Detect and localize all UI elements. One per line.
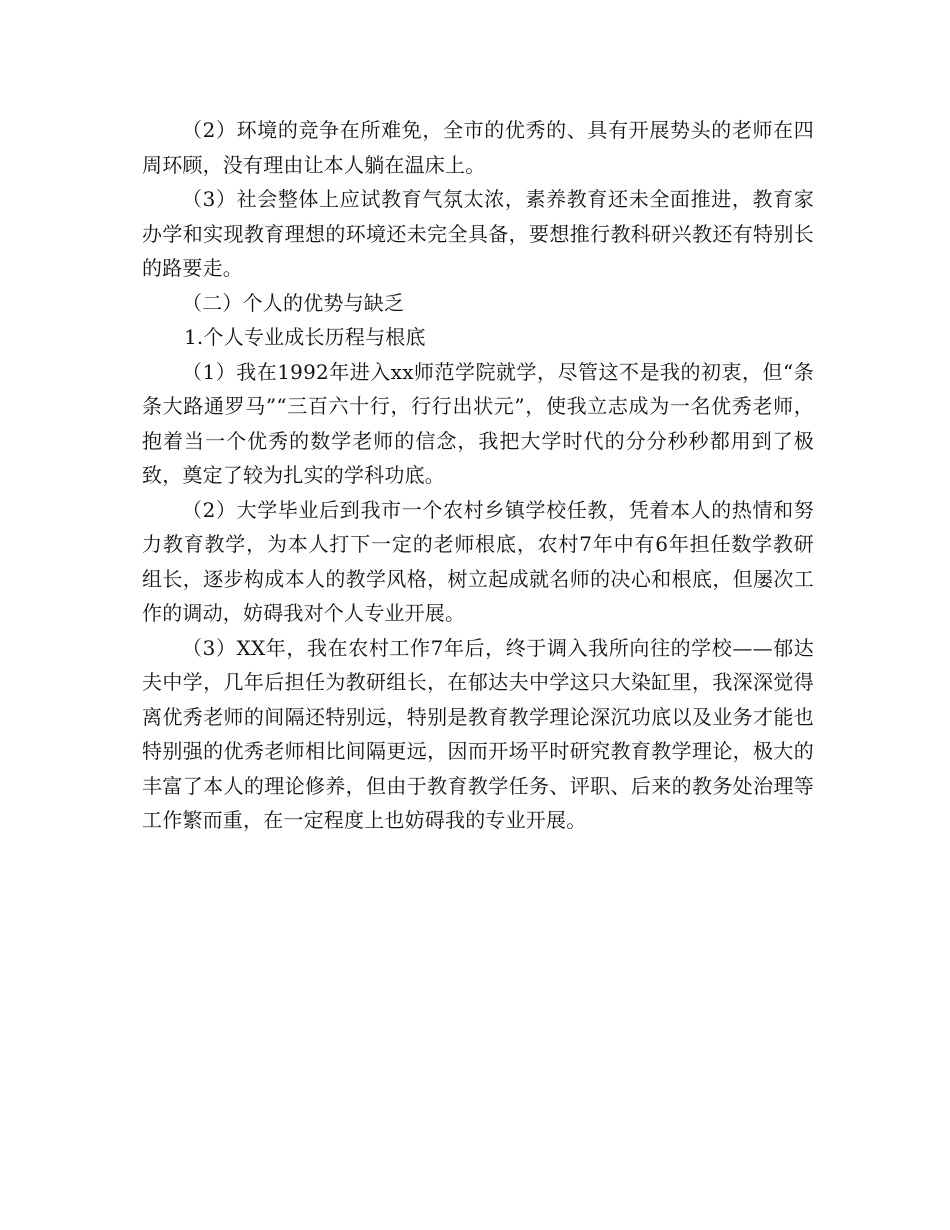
document-body — [142, 113, 814, 838]
section-heading: （二）个人的优势与缺乏 — [182, 290, 405, 315]
paragraph-university: （1）我在1992年进入xx师范学院就学，尽管这不是我的初衷，但“条条大路通罗马”“三百六十行，行行出状元”，使我立志成为一名优秀老师，抱着当一个优秀的数学老师的信念，我把大学时代的分分秒秒都用到了极致，奠定了较为扎实的学科功底。 — [142, 359, 814, 487]
subsection-heading: 1.个人专业成长历程与根底 — [184, 325, 426, 349]
paragraph-social-environment: （3）社会整体上应试教育气氛太浓，素养教育还未全面推进，教育家办学和实现教育理想的环境还未完全具备，要想推行教科研兴教还有特别长的路要走。 — [142, 187, 814, 280]
paragraph-transfer: （3）XX年，我在农村工作7年后，终于调入我所向往的学校——郁达夫中学，几年后担任为教研组长，在郁达夫中学这只大染缸里，我深深觉得离优秀老师的间隔还特别远，特别是教育教学理论深沉功底以及业务才能也特别强的优秀老师相比间隔更远，因而开场平时研究教育教学理论，极大的丰富了本人的理论修养，但由于教育教学任务、评职、后来的教务处治理等工作繁而重，在一定程度上也妨碍我的专业开展。 — [142, 635, 814, 832]
paragraph-environment-competition: （2）环境的竞争在所难免，全市的优秀的、具有开展势头的老师在四周环顾，没有理由让本人躺在温床上。 — [142, 118, 814, 177]
paragraph-rural-teaching: （2）大学毕业后到我市一个农村乡镇学校任教，凭着本人的热情和努力教育教学，为本人打下一定的老师根底，农村7年中有6年担任数学教研组长，逐步构成本人的教学风格，树立起成就名师的决心和根底，但屡次工作的调动，妨碍我对个人专业开展。 — [142, 497, 814, 625]
